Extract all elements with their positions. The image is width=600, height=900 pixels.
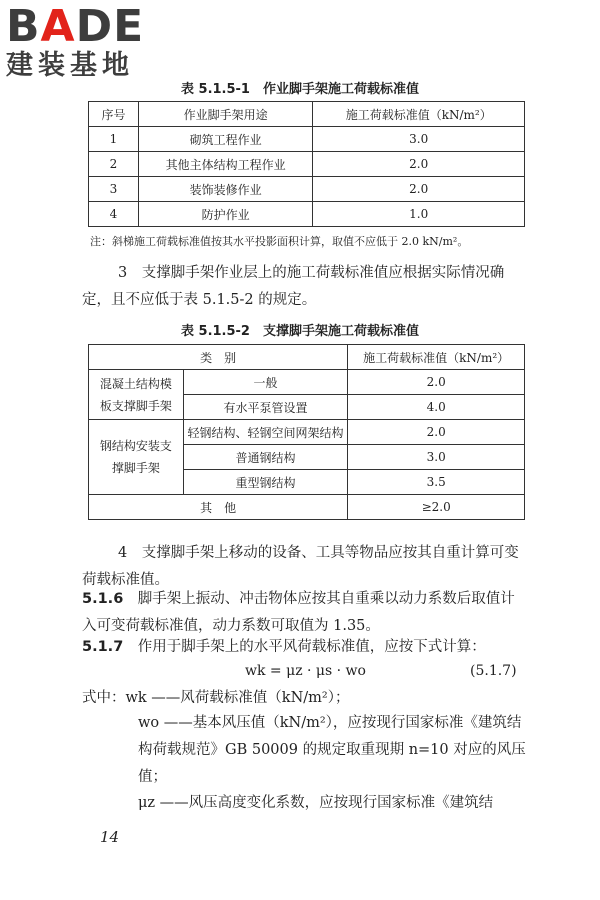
table-row: 普通钢结构 3.0 xyxy=(89,445,525,470)
table2-caption: 表 5.1.5-2 支撑脚手架施工荷载标准值 xyxy=(181,324,419,339)
paragraph-4: 4 支撑脚手架上移动的设备、工具等物品应按其自重计算可变荷载标准值。 xyxy=(82,545,519,588)
table1-header: 序号 xyxy=(89,102,139,127)
table-row: 1 砌筑工程作业 3.0 xyxy=(89,127,525,152)
page-number: 14 xyxy=(100,828,120,846)
table2-group2: 钢结构安装支撑脚手架 xyxy=(89,420,184,495)
clause-5-1-7: 5.1.7 作用于脚手架上的水平风荷载标准值，应按下式计算： xyxy=(82,639,486,655)
formula-number: (5.1.7) xyxy=(470,663,517,679)
logo-subtitle: 建装基地 xyxy=(6,50,134,81)
logo-wordmark: BADE xyxy=(6,1,145,52)
table1 xyxy=(88,101,525,227)
clause-number: 5.1.7 xyxy=(82,639,124,655)
table2-group1: 混凝土结构模板支撑脚手架 xyxy=(89,370,184,420)
where-line-3: μz ——风压高度变化系数，应按现行国家标准《建筑结 xyxy=(138,795,494,811)
table-row: 钢结构安装支撑脚手架 轻钢结构、轻钢空间网架结构 2.0 xyxy=(89,420,525,445)
table1-header: 作业脚手架用途 xyxy=(138,102,313,127)
table-row: 有水平泵管设置 4.0 xyxy=(89,395,525,420)
bade-logo xyxy=(6,1,145,82)
where-line-2: wo ——基本风压值（kN/m²），应按现行国家标准《建筑结构荷载规范》GB 50009 的规定取重现期 n=10 对应的风压值； xyxy=(138,715,526,785)
table-row: 混凝土结构模板支撑脚手架 一般 2.0 xyxy=(89,370,525,395)
table1-note: 注：斜梯施工荷载标准值按其水平投影面积计算，取值不应低于 2.0 kN/m²。 xyxy=(90,235,469,248)
table-row: 重型钢结构 3.5 xyxy=(89,470,525,495)
table1-caption: 表 5.1.5-1 作业脚手架施工荷载标准值 xyxy=(181,82,419,97)
table-row: 2 其他主体结构工程作业 2.0 xyxy=(89,152,525,177)
table1-header: 施工荷载标准值（kN/m²） xyxy=(313,102,525,127)
where-line-1: 式中：wk ——风荷载标准值（kN/m²）； xyxy=(82,690,350,706)
table2-header-value: 施工荷载标准值（kN/m²） xyxy=(348,345,525,370)
paragraph-3: 3 支撑脚手架作业层上的施工荷载标准值应根据实际情况确定，且不应低于表 5.1.5-2 的规定。 xyxy=(82,265,505,308)
formula: wk = μz · μs · wo xyxy=(245,663,366,679)
table-row: 4 防护作业 1.0 xyxy=(89,202,525,227)
table2-header-category: 类 别 xyxy=(89,345,348,370)
table-row: 3 装饰装修作业 2.0 xyxy=(89,177,525,202)
table2 xyxy=(88,344,525,520)
clause-number: 5.1.6 xyxy=(82,591,124,607)
clause-5-1-6: 5.1.6 脚手架上振动、冲击物体应按其自重乘以动力系数后取值计入可变荷载标准值，动力系数可取值为 1.35。 xyxy=(82,591,515,634)
table-row: 其 他 ≥2.0 xyxy=(89,495,525,520)
